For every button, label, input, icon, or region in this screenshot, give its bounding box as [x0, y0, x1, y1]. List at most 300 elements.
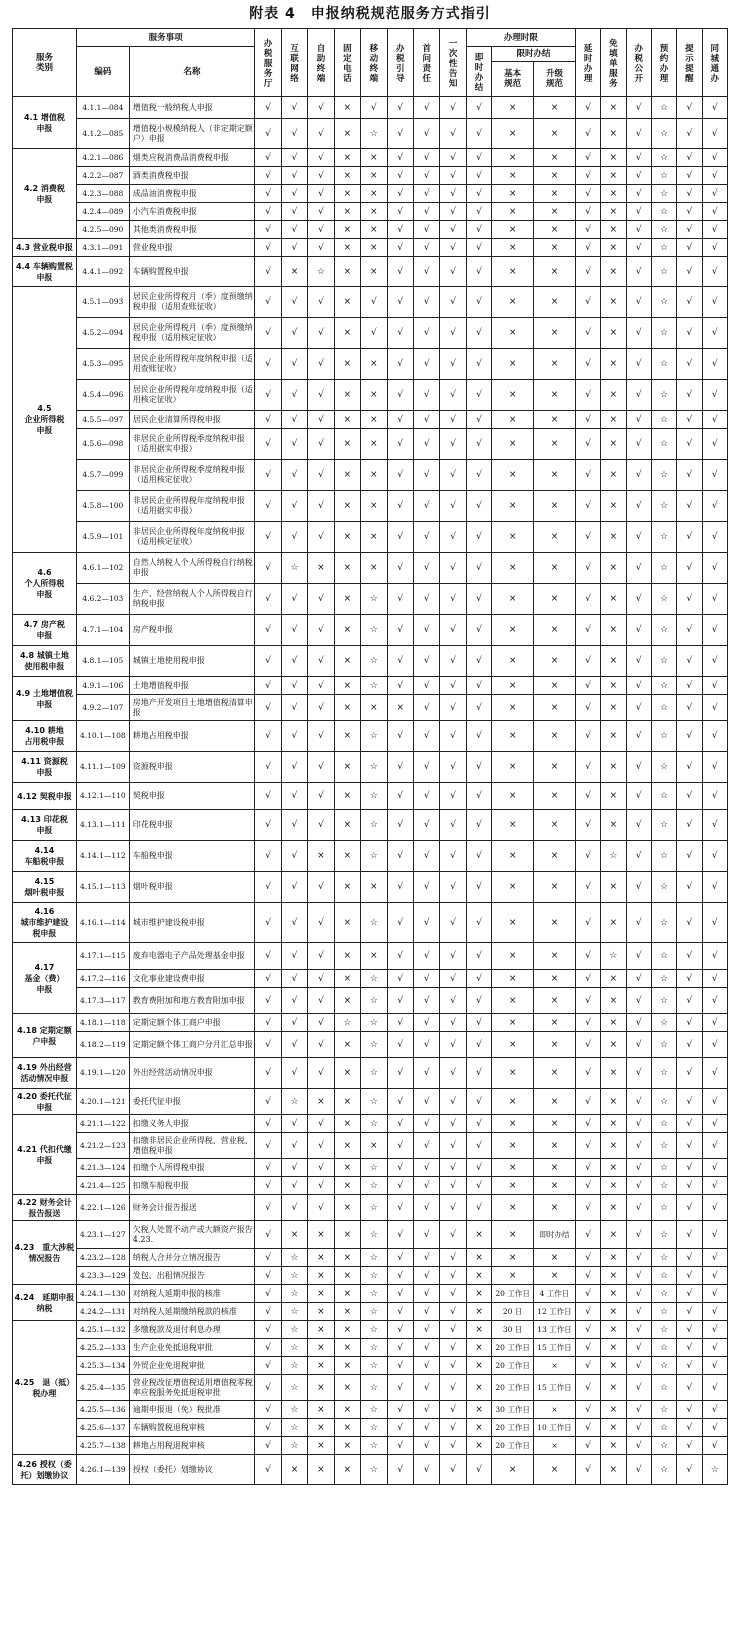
cell-immediate: √ — [466, 584, 491, 615]
cell-appointment: ☆ — [651, 460, 676, 491]
cell-reminder: √ — [677, 119, 702, 149]
cell-fixed-phone: × — [334, 429, 360, 460]
cell-first-inquiry: √ — [413, 1014, 439, 1032]
cell-internet: √ — [281, 167, 307, 185]
cell-guide: √ — [387, 1249, 413, 1267]
cell-same-city: √ — [702, 584, 727, 615]
cell-delay: √ — [575, 522, 600, 553]
service-name: 纳税人合并分立情况报告 — [129, 1249, 255, 1267]
table-row — [13, 522, 728, 553]
table-row — [13, 615, 728, 646]
cell-immediate: √ — [466, 460, 491, 491]
service-code: 4.8.1—105 — [76, 646, 129, 677]
cell-delay: √ — [575, 1419, 600, 1437]
cell-one-time-notice: √ — [440, 646, 466, 677]
cell-self-terminal: √ — [308, 97, 334, 119]
cell-same-city: √ — [702, 841, 727, 872]
cell-first-inquiry: √ — [413, 1339, 439, 1357]
service-name: 城市维护建设税申报 — [129, 903, 255, 943]
cell-one-time-notice: √ — [440, 1221, 466, 1249]
cell-self-terminal: √ — [308, 185, 334, 203]
cell-mobile-terminal: ☆ — [361, 903, 387, 943]
cell-guide: √ — [387, 1375, 413, 1401]
cell-appointment: ☆ — [651, 721, 676, 752]
cell-same-city: √ — [702, 695, 727, 721]
cell-internet: × — [281, 257, 307, 287]
cell-mobile-terminal: √ — [361, 97, 387, 119]
header-limited: 限时办结 — [492, 47, 576, 62]
cell-upgrade: × — [534, 221, 576, 239]
cell-upgrade: × — [534, 239, 576, 257]
cell-first-inquiry: √ — [413, 721, 439, 752]
cell-guide: √ — [387, 239, 413, 257]
cell-appointment: ☆ — [651, 810, 676, 841]
cell-no-fill: × — [601, 522, 626, 553]
table-row — [13, 1032, 728, 1058]
cell-guide: √ — [387, 872, 413, 903]
cell-internet: √ — [281, 491, 307, 522]
cell-mobile-terminal: ☆ — [361, 646, 387, 677]
cell-upgrade: × — [534, 903, 576, 943]
service-code: 4.4.1—092 — [76, 257, 129, 287]
cell-fixed-phone: × — [334, 903, 360, 943]
table-row — [13, 380, 728, 411]
cell-immediate: √ — [466, 349, 491, 380]
table-row — [13, 97, 728, 119]
cell-basic: × — [492, 615, 534, 646]
cell-upgrade-deadline: 即时办结 — [534, 1221, 576, 1249]
cell-same-city: √ — [702, 318, 727, 349]
cell-fixed-phone: × — [334, 318, 360, 349]
cell-reminder: √ — [677, 584, 702, 615]
service-name: 耕地占用税申报 — [129, 721, 255, 752]
cell-internet: √ — [281, 429, 307, 460]
cell-immediate: √ — [466, 203, 491, 221]
cell-first-inquiry: √ — [413, 752, 439, 783]
cell-fixed-phone: × — [334, 553, 360, 584]
cell-hall: √ — [255, 903, 281, 943]
cell-no-fill: × — [601, 1115, 626, 1133]
cell-mobile-terminal: ☆ — [361, 1089, 387, 1115]
cell-one-time-notice: √ — [440, 1437, 466, 1455]
cell-mobile-terminal: × — [361, 943, 387, 970]
cell-hall: √ — [255, 752, 281, 783]
cell-reminder: √ — [677, 646, 702, 677]
cell-no-fill: × — [601, 460, 626, 491]
cell-one-time-notice: √ — [440, 872, 466, 903]
cell-delay: √ — [575, 1032, 600, 1058]
cell-first-inquiry: √ — [413, 1321, 439, 1339]
cell-no-fill: × — [601, 1014, 626, 1032]
cell-appointment: ☆ — [651, 553, 676, 584]
cell-upgrade: × — [534, 257, 576, 287]
service-code: 4.2.1—086 — [76, 149, 129, 167]
cell-mobile-terminal: ☆ — [361, 970, 387, 988]
cell-appointment: ☆ — [651, 752, 676, 783]
cell-basic: × — [492, 1159, 534, 1177]
service-name: 车辆购置税退税审核 — [129, 1419, 255, 1437]
cell-hall: √ — [255, 491, 281, 522]
cell-self-terminal: × — [308, 1089, 334, 1115]
cell-immediate: √ — [466, 522, 491, 553]
cell-no-fill: × — [601, 221, 626, 239]
cell-internet: √ — [281, 615, 307, 646]
cell-upgrade: × — [534, 185, 576, 203]
header-one-time-notice: 一 次 性 告 知 — [440, 29, 466, 97]
service-category: 4.4 车辆购置税 申报 — [13, 257, 77, 287]
cell-mobile-terminal: ☆ — [361, 1437, 387, 1455]
cell-upgrade: × — [534, 1115, 576, 1133]
cell-appointment: ☆ — [651, 1249, 676, 1267]
header-upgrade: 升级 规范 — [534, 62, 576, 97]
cell-delay: √ — [575, 380, 600, 411]
cell-appointment: ☆ — [651, 429, 676, 460]
service-name: 财务会计报告报送 — [129, 1195, 255, 1221]
service-category: 4.21 代扣代缴 申报 — [13, 1115, 77, 1195]
cell-upgrade-deadline: × — [534, 1437, 576, 1455]
cell-fixed-phone: × — [334, 1249, 360, 1267]
cell-delay: √ — [575, 411, 600, 429]
cell-same-city: √ — [702, 1177, 727, 1195]
cell-delay: √ — [575, 1375, 600, 1401]
service-code: 4.5.4—096 — [76, 380, 129, 411]
cell-guide: √ — [387, 149, 413, 167]
cell-reminder: √ — [677, 239, 702, 257]
table-row — [13, 721, 728, 752]
cell-public: √ — [626, 1133, 651, 1159]
cell-public: √ — [626, 695, 651, 721]
service-code: 4.15.1—113 — [76, 872, 129, 903]
cell-hall: √ — [255, 1177, 281, 1195]
cell-no-fill: × — [601, 752, 626, 783]
cell-upgrade: × — [534, 97, 576, 119]
cell-upgrade-deadline: 13 工作日 — [534, 1321, 576, 1339]
cell-fixed-phone: × — [334, 1159, 360, 1177]
cell-fixed-phone: × — [334, 1267, 360, 1285]
cell-immediate: √ — [466, 1159, 491, 1177]
table-row — [13, 1375, 728, 1401]
service-name: 非居民企业所得税季度纳税申报（适用核定征收） — [129, 460, 255, 491]
cell-public: √ — [626, 1419, 651, 1437]
cell-appointment: ☆ — [651, 257, 676, 287]
cell-mobile-terminal: × — [361, 695, 387, 721]
cell-immediate: √ — [466, 721, 491, 752]
cell-delay: √ — [575, 988, 600, 1014]
table-row — [13, 1159, 728, 1177]
table-row — [13, 1303, 728, 1321]
cell-basic-deadline: 30 工作日 — [492, 1401, 534, 1419]
cell-hall: √ — [255, 239, 281, 257]
table-row — [13, 491, 728, 522]
cell-hall: √ — [255, 970, 281, 988]
cell-fixed-phone: × — [334, 721, 360, 752]
cell-public: √ — [626, 167, 651, 185]
cell-fixed-phone: × — [334, 677, 360, 695]
cell-guide: √ — [387, 1267, 413, 1285]
cell-appointment: ☆ — [651, 221, 676, 239]
service-category: 4.8 城镇土地 使用税申报 — [13, 646, 77, 677]
cell-first-inquiry: √ — [413, 903, 439, 943]
cell-guide: √ — [387, 677, 413, 695]
service-name: 居民企业所得税月（季）度预缴纳税申报（适用查账征收） — [129, 287, 255, 318]
cell-same-city: √ — [702, 1089, 727, 1115]
cell-no-fill: × — [601, 380, 626, 411]
cell-no-fill: × — [601, 1159, 626, 1177]
service-category: 4.26 授权（委 托）划缴协议 — [13, 1455, 77, 1485]
cell-same-city: √ — [702, 1195, 727, 1221]
cell-one-time-notice: √ — [440, 1419, 466, 1437]
cell-delay: √ — [575, 239, 600, 257]
cell-one-time-notice: √ — [440, 1159, 466, 1177]
cell-upgrade: × — [534, 783, 576, 810]
cell-appointment: ☆ — [651, 380, 676, 411]
cell-basic: × — [492, 411, 534, 429]
cell-self-terminal: √ — [308, 287, 334, 318]
cell-fixed-phone: × — [334, 810, 360, 841]
cell-guide: √ — [387, 1321, 413, 1339]
cell-delay: √ — [575, 872, 600, 903]
cell-basic: × — [492, 1267, 534, 1285]
service-code: 4.21.4—125 — [76, 1177, 129, 1195]
cell-no-fill: × — [601, 1455, 626, 1485]
cell-hall: √ — [255, 149, 281, 167]
cell-delay: √ — [575, 1249, 600, 1267]
cell-public: √ — [626, 1285, 651, 1303]
cell-appointment: ☆ — [651, 783, 676, 810]
header-mobile-terminal: 移 动 终 端 — [361, 29, 387, 97]
cell-upgrade: × — [534, 203, 576, 221]
cell-fixed-phone: × — [334, 239, 360, 257]
cell-same-city: √ — [702, 257, 727, 287]
cell-immediate: √ — [466, 970, 491, 988]
cell-basic: × — [492, 903, 534, 943]
cell-same-city: √ — [702, 239, 727, 257]
cell-basic: × — [492, 97, 534, 119]
cell-mobile-terminal: ☆ — [361, 615, 387, 646]
cell-internet: √ — [281, 239, 307, 257]
cell-no-fill: × — [601, 287, 626, 318]
cell-internet: √ — [281, 584, 307, 615]
cell-basic-deadline: 20 日 — [492, 1303, 534, 1321]
cell-public: √ — [626, 149, 651, 167]
cell-one-time-notice: √ — [440, 1115, 466, 1133]
cell-same-city: √ — [702, 221, 727, 239]
cell-delay: √ — [575, 1267, 600, 1285]
table-row — [13, 752, 728, 783]
cell-same-city: √ — [702, 1437, 727, 1455]
service-code: 4.23.2—128 — [76, 1249, 129, 1267]
cell-same-city: √ — [702, 1159, 727, 1177]
cell-internet: √ — [281, 460, 307, 491]
cell-reminder: √ — [677, 1375, 702, 1401]
cell-same-city: √ — [702, 1419, 727, 1437]
header-reminder: 提 示 提 醒 — [677, 29, 702, 97]
service-category: 4.17 基金（费） 申报 — [13, 943, 77, 1014]
cell-basic-deadline: 20 工作日 — [492, 1437, 534, 1455]
cell-fixed-phone: × — [334, 1419, 360, 1437]
cell-public: √ — [626, 783, 651, 810]
cell-public: √ — [626, 615, 651, 646]
service-category: 4.13 印花税 申报 — [13, 810, 77, 841]
cell-no-fill: × — [601, 1285, 626, 1303]
cell-internet: ☆ — [281, 553, 307, 584]
cell-one-time-notice: √ — [440, 615, 466, 646]
table-row — [13, 1357, 728, 1375]
table-header — [13, 29, 728, 97]
cell-no-fill: × — [601, 491, 626, 522]
cell-immediate: × — [466, 1321, 491, 1339]
cell-mobile-terminal: ☆ — [361, 1249, 387, 1267]
cell-mobile-terminal: × — [361, 411, 387, 429]
cell-immediate: √ — [466, 615, 491, 646]
cell-same-city: √ — [702, 988, 727, 1014]
cell-hall: √ — [255, 646, 281, 677]
cell-delay: √ — [575, 1401, 600, 1419]
cell-basic: × — [492, 1195, 534, 1221]
cell-first-inquiry: √ — [413, 167, 439, 185]
cell-delay: √ — [575, 1159, 600, 1177]
cell-delay: √ — [575, 721, 600, 752]
cell-delay: √ — [575, 1285, 600, 1303]
cell-first-inquiry: √ — [413, 1249, 439, 1267]
cell-public: √ — [626, 903, 651, 943]
cell-self-terminal: × — [308, 841, 334, 872]
cell-internet: ☆ — [281, 1375, 307, 1401]
service-name: 契税申报 — [129, 783, 255, 810]
cell-self-terminal: × — [308, 1419, 334, 1437]
cell-basic: × — [492, 646, 534, 677]
cell-public: √ — [626, 1195, 651, 1221]
cell-one-time-notice: √ — [440, 149, 466, 167]
service-name: 成品油消费税申报 — [129, 185, 255, 203]
cell-basic-deadline: 30 日 — [492, 1321, 534, 1339]
cell-basic: × — [492, 970, 534, 988]
cell-delay: √ — [575, 1058, 600, 1089]
cell-upgrade: × — [534, 1455, 576, 1485]
cell-self-terminal: √ — [308, 646, 334, 677]
cell-internet: √ — [281, 903, 307, 943]
table-row — [13, 318, 728, 349]
cell-one-time-notice: √ — [440, 584, 466, 615]
cell-internet: ☆ — [281, 1357, 307, 1375]
service-code: 4.24.2—131 — [76, 1303, 129, 1321]
cell-first-inquiry: √ — [413, 1419, 439, 1437]
cell-one-time-notice: √ — [440, 239, 466, 257]
cell-appointment: ☆ — [651, 1032, 676, 1058]
header-category: 服务 类别 — [13, 29, 77, 97]
cell-public: √ — [626, 411, 651, 429]
cell-self-terminal: √ — [308, 318, 334, 349]
service-code: 4.5.9—101 — [76, 522, 129, 553]
cell-delay: √ — [575, 1303, 600, 1321]
table-row — [13, 1014, 728, 1032]
service-code: 4.2.3—088 — [76, 185, 129, 203]
cell-immediate: × — [466, 1249, 491, 1267]
cell-delay: √ — [575, 1195, 600, 1221]
cell-basic: × — [492, 677, 534, 695]
cell-first-inquiry: √ — [413, 1133, 439, 1159]
cell-reminder: √ — [677, 1058, 702, 1089]
cell-internet: √ — [281, 783, 307, 810]
cell-upgrade: × — [534, 943, 576, 970]
cell-delay: √ — [575, 584, 600, 615]
service-name: 土地增值税申报 — [129, 677, 255, 695]
cell-one-time-notice: √ — [440, 810, 466, 841]
cell-one-time-notice: √ — [440, 1455, 466, 1485]
cell-self-terminal: √ — [308, 429, 334, 460]
cell-immediate: × — [466, 1221, 491, 1249]
cell-self-terminal: √ — [308, 584, 334, 615]
cell-basic: × — [492, 1032, 534, 1058]
cell-basic: × — [492, 318, 534, 349]
cell-self-terminal: √ — [308, 1195, 334, 1221]
cell-reminder: √ — [677, 1401, 702, 1419]
cell-appointment: ☆ — [651, 584, 676, 615]
service-category: 4.19 外出经营 活动情况申报 — [13, 1058, 77, 1089]
service-code: 4.17.1—115 — [76, 943, 129, 970]
cell-delay: √ — [575, 752, 600, 783]
cell-first-inquiry: √ — [413, 522, 439, 553]
cell-fixed-phone: × — [334, 1058, 360, 1089]
cell-fixed-phone: × — [334, 695, 360, 721]
cell-reminder: √ — [677, 491, 702, 522]
cell-first-inquiry: √ — [413, 349, 439, 380]
cell-upgrade-deadline: 15 工作日 — [534, 1375, 576, 1401]
cell-delay: √ — [575, 318, 600, 349]
cell-reminder: √ — [677, 1321, 702, 1339]
cell-basic: × — [492, 1089, 534, 1115]
cell-basic: × — [492, 1058, 534, 1089]
cell-reminder: √ — [677, 615, 702, 646]
service-name: 非居民企业所得税年度纳税申报（适用核定征收） — [129, 522, 255, 553]
cell-internet: √ — [281, 1058, 307, 1089]
service-code: 4.25.7—138 — [76, 1437, 129, 1455]
cell-hall: √ — [255, 167, 281, 185]
cell-no-fill: × — [601, 1321, 626, 1339]
service-guide-table — [12, 28, 728, 1485]
cell-hall: √ — [255, 119, 281, 149]
cell-guide: √ — [387, 522, 413, 553]
table-row — [13, 1177, 728, 1195]
cell-reminder: √ — [677, 203, 702, 221]
cell-appointment: ☆ — [651, 1014, 676, 1032]
cell-self-terminal: × — [308, 1339, 334, 1357]
service-name: 酒类消费税申报 — [129, 167, 255, 185]
cell-one-time-notice: √ — [440, 97, 466, 119]
cell-fixed-phone: × — [334, 203, 360, 221]
cell-same-city: √ — [702, 411, 727, 429]
cell-reminder: √ — [677, 460, 702, 491]
cell-guide: √ — [387, 429, 413, 460]
cell-immediate: √ — [466, 1115, 491, 1133]
cell-reminder: √ — [677, 1249, 702, 1267]
cell-first-inquiry: √ — [413, 460, 439, 491]
service-category: 4.14 车船税申报 — [13, 841, 77, 872]
cell-guide: √ — [387, 988, 413, 1014]
cell-delay: √ — [575, 1321, 600, 1339]
service-name: 对纳税人延期申报的核准 — [129, 1285, 255, 1303]
cell-appointment: ☆ — [651, 318, 676, 349]
cell-hall: √ — [255, 677, 281, 695]
cell-same-city: √ — [702, 287, 727, 318]
cell-immediate: √ — [466, 97, 491, 119]
cell-first-inquiry: √ — [413, 257, 439, 287]
table-row — [13, 1285, 728, 1303]
cell-public: √ — [626, 943, 651, 970]
cell-same-city: √ — [702, 1014, 727, 1032]
cell-self-terminal: √ — [308, 677, 334, 695]
cell-self-terminal: × — [308, 1267, 334, 1285]
